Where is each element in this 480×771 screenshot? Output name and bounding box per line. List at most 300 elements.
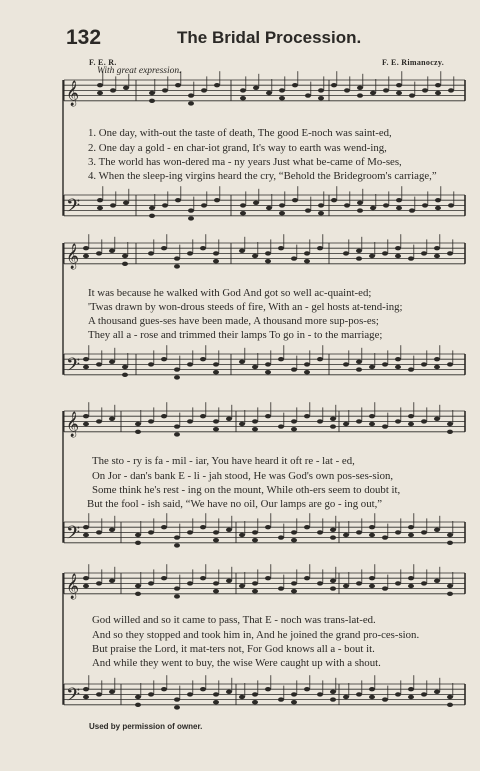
note-head (96, 581, 102, 585)
note-head (252, 589, 258, 593)
note-head (200, 357, 206, 361)
note-head (343, 584, 349, 588)
note-head (278, 424, 284, 428)
note-head (330, 535, 336, 539)
page-number: 132 (66, 26, 102, 49)
note-head (97, 83, 103, 87)
note-head (252, 427, 258, 431)
note-head (123, 201, 129, 205)
note-head (265, 362, 271, 366)
note-head (252, 365, 258, 369)
note-head (305, 208, 311, 212)
note-head (174, 535, 180, 539)
note-head (343, 695, 349, 699)
note-head (331, 83, 337, 87)
note-head (265, 370, 271, 374)
note-head (408, 584, 414, 588)
note-head (304, 362, 310, 366)
note-head (123, 86, 129, 90)
note-head (278, 246, 284, 250)
note-head (252, 530, 258, 534)
note-head (421, 692, 427, 696)
note-head (122, 262, 128, 266)
note-head (435, 198, 441, 202)
note-head (317, 530, 323, 534)
note-head (396, 198, 402, 202)
note-head (83, 422, 89, 426)
note-head (343, 362, 349, 366)
note-head (395, 365, 401, 369)
note-head (83, 576, 89, 580)
note-head (122, 254, 128, 258)
note-head (187, 581, 193, 585)
note-head (83, 254, 89, 258)
note-head (161, 576, 167, 580)
note-head (369, 414, 375, 418)
note-head (304, 576, 310, 580)
lyric-line: And so they stopped and took him in, And he joined the grand pro-ces-sion. (92, 629, 420, 641)
lyricist-credit: F. E. R. (89, 58, 117, 67)
note-head (317, 581, 323, 585)
treble-clef-icon: 𝄞 (66, 243, 80, 269)
note-head (239, 695, 245, 699)
note-head (226, 528, 232, 532)
note-head (434, 690, 440, 694)
note-head (188, 208, 194, 212)
note-head (240, 88, 246, 92)
lyric-line: 'Twas drawn by won-drous steeds of fire, With an - gel hosts at-tend-ing; (88, 301, 403, 313)
note-head (369, 584, 375, 588)
note-head (317, 246, 323, 250)
lyric-line: 2. One day a gold - en char-iot grand, It's way to earth was wend-ing, (88, 142, 387, 154)
lyric-line: 3. The world has won-dered ma - ny years Just what be-came of Mo-ses, (88, 156, 402, 168)
note-head (213, 589, 219, 593)
note-head (292, 198, 298, 202)
note-head (240, 96, 246, 100)
note-head (109, 528, 115, 532)
lyric-line: A thousand gues-ses have been made, A thousand more sup-pos-es; (88, 315, 379, 327)
note-head (434, 579, 440, 583)
note-head (279, 88, 285, 92)
note-head (396, 83, 402, 87)
note-head (213, 427, 219, 431)
note-head (408, 533, 414, 537)
note-head (252, 581, 258, 585)
note-head (96, 692, 102, 696)
note-head (330, 528, 336, 532)
note-head (318, 203, 324, 207)
note-head (97, 206, 103, 210)
note-head (291, 256, 297, 260)
note-head (109, 579, 115, 583)
note-head (369, 254, 375, 258)
note-head (395, 692, 401, 696)
note-head (213, 538, 219, 542)
note-head (214, 198, 220, 202)
note-head (357, 201, 363, 205)
note-head (435, 206, 441, 210)
note-head (304, 414, 310, 418)
note-head (447, 584, 453, 588)
note-head (304, 687, 310, 691)
note-head (317, 419, 323, 423)
hymn-title: The Bridal Procession. (177, 28, 362, 47)
note-head (279, 96, 285, 100)
note-head (356, 530, 362, 534)
note-head (291, 581, 297, 585)
note-head (187, 692, 193, 696)
note-head (135, 541, 141, 545)
note-head (266, 206, 272, 210)
note-head (395, 357, 401, 361)
note-head (175, 83, 181, 87)
note-head (83, 246, 89, 250)
note-head (161, 525, 167, 529)
note-head (148, 251, 154, 255)
note-head (382, 586, 388, 590)
note-head (344, 88, 350, 92)
note-head (382, 251, 388, 255)
note-head (96, 362, 102, 366)
note-head (174, 367, 180, 371)
note-head (382, 362, 388, 366)
note-head (343, 251, 349, 255)
lyric-line: Some think he's rest - ing on the mount, While oth-ers seem to doubt it, (92, 484, 401, 496)
note-head (357, 86, 363, 90)
note-head (83, 687, 89, 691)
note-head (174, 586, 180, 590)
note-head (200, 576, 206, 580)
note-head (318, 96, 324, 100)
note-head (265, 251, 271, 255)
note-head (213, 362, 219, 366)
note-head (317, 357, 323, 361)
note-head (434, 528, 440, 532)
note-head (253, 86, 259, 90)
note-head (83, 525, 89, 529)
permission-note: Used by permission of owner. (89, 722, 203, 731)
treble-clef-icon: 𝄞 (66, 573, 80, 599)
note-head (356, 360, 362, 364)
note-head (356, 419, 362, 423)
note-head (396, 206, 402, 210)
note-head (83, 533, 89, 537)
note-head (97, 91, 103, 95)
note-head (278, 535, 284, 539)
note-head (252, 419, 258, 423)
note-head (421, 530, 427, 534)
expression-marking: With great expression. (97, 66, 182, 76)
note-head (279, 203, 285, 207)
note-head (109, 249, 115, 253)
lyric-line: And while they went to buy, the wise Were caught up with a shout. (92, 657, 381, 669)
note-head (278, 357, 284, 361)
note-head (369, 533, 375, 537)
lyric-line: The sto - ry is fa - mil - iar, You have heard it oft re - lat - ed, (92, 455, 355, 467)
note-head (434, 365, 440, 369)
note-head (370, 206, 376, 210)
note-head (83, 365, 89, 369)
note-head (135, 430, 141, 434)
note-head (174, 375, 180, 379)
note-head (304, 370, 310, 374)
note-head (291, 589, 297, 593)
note-head (448, 88, 454, 92)
note-head (409, 208, 415, 212)
note-head (447, 251, 453, 255)
note-head (135, 584, 141, 588)
bass-clef-icon: 𝄢 (66, 684, 81, 710)
note-head (383, 88, 389, 92)
note-head (434, 246, 440, 250)
lyric-line: But the fool - ish said, “We have no oil, Our lamps are go - ing out,” (87, 498, 383, 510)
note-head (291, 692, 297, 696)
note-head (161, 246, 167, 250)
note-head (149, 99, 155, 103)
note-head (174, 697, 180, 701)
note-head (148, 530, 154, 534)
note-head (408, 576, 414, 580)
note-head (200, 414, 206, 418)
note-head (395, 419, 401, 423)
note-head (213, 259, 219, 263)
note-head (421, 362, 427, 366)
note-head (447, 592, 453, 596)
lyric-line: But praise the Lord, it mat-ters not, For God knows all a - bout it. (92, 643, 375, 655)
note-head (278, 697, 284, 701)
note-head (318, 88, 324, 92)
note-head (422, 203, 428, 207)
note-head (148, 692, 154, 696)
note-head (291, 538, 297, 542)
note-head (148, 362, 154, 366)
note-head (382, 424, 388, 428)
note-head (200, 525, 206, 529)
note-head (213, 370, 219, 374)
note-head (265, 259, 271, 263)
note-head (266, 91, 272, 95)
note-head (213, 700, 219, 704)
note-head (369, 687, 375, 691)
note-head (175, 198, 181, 202)
note-head (291, 700, 297, 704)
note-head (447, 541, 453, 545)
note-head (382, 697, 388, 701)
note-head (434, 417, 440, 421)
note-head (200, 687, 206, 691)
note-head (421, 419, 427, 423)
note-head (96, 530, 102, 534)
note-head (278, 586, 284, 590)
note-head (110, 88, 116, 92)
note-head (213, 419, 219, 423)
note-head (304, 525, 310, 529)
note-head (344, 203, 350, 207)
note-head (187, 251, 193, 255)
note-head (174, 432, 180, 436)
note-head (252, 538, 258, 542)
note-head (421, 581, 427, 585)
note-head (356, 249, 362, 253)
note-head (213, 530, 219, 534)
note-head (382, 535, 388, 539)
note-head (239, 584, 245, 588)
note-head (395, 254, 401, 258)
note-head (408, 367, 414, 371)
note-head (408, 687, 414, 691)
note-head (330, 579, 336, 583)
note-head (357, 208, 363, 212)
bass-clef-icon: 𝄢 (66, 522, 81, 548)
lyric-line: 1. One day, with-out the taste of death, The good E-noch was saint-ed, (88, 127, 392, 139)
note-head (291, 367, 297, 371)
lyric-line: God willed and so it came to pass, That E - noch was trans-lat-ed. (92, 614, 376, 626)
note-head (174, 705, 180, 709)
composer-credit: F. E. Rimanoczy. (382, 58, 445, 67)
note-head (343, 422, 349, 426)
note-head (265, 687, 271, 691)
note-head (188, 93, 194, 97)
note-head (161, 357, 167, 361)
note-head (369, 695, 375, 699)
note-head (226, 417, 232, 421)
note-head (291, 419, 297, 423)
note-head (447, 695, 453, 699)
bass-clef-icon: 𝄢 (66, 354, 81, 380)
note-head (252, 700, 258, 704)
note-head (83, 695, 89, 699)
note-head (240, 203, 246, 207)
note-head (174, 424, 180, 428)
note-head (317, 692, 323, 696)
note-head (253, 201, 259, 205)
note-head (187, 530, 193, 534)
note-head (149, 206, 155, 210)
note-head (330, 697, 336, 701)
note-head (421, 251, 427, 255)
bass-clef-icon: 𝄢 (66, 195, 81, 221)
note-head (331, 198, 337, 202)
note-head (369, 365, 375, 369)
note-head (304, 251, 310, 255)
note-head (83, 357, 89, 361)
note-head (369, 576, 375, 580)
note-head (96, 419, 102, 423)
note-head (174, 594, 180, 598)
note-head (110, 203, 116, 207)
lyric-line: They all a - rose and trimmed their lamps To go in - to the marriage; (88, 329, 383, 341)
note-head (148, 581, 154, 585)
note-head (291, 530, 297, 534)
note-head (188, 101, 194, 105)
note-head (252, 692, 258, 696)
note-head (395, 581, 401, 585)
note-head (200, 246, 206, 250)
note-head (447, 362, 453, 366)
note-head (109, 690, 115, 694)
note-head (239, 249, 245, 253)
note-head (187, 362, 193, 366)
note-head (409, 93, 415, 97)
note-head (97, 198, 103, 202)
note-head (343, 533, 349, 537)
note-head (226, 690, 232, 694)
note-head (201, 88, 207, 92)
note-head (369, 525, 375, 529)
note-head (330, 690, 336, 694)
note-head (396, 91, 402, 95)
note-head (265, 414, 271, 418)
note-head (383, 203, 389, 207)
note-head (213, 581, 219, 585)
note-head (435, 83, 441, 87)
note-head (447, 430, 453, 434)
lyric-line: On Jor - dan's bank E - li - jah stood, He was God's own pos-ses-sion, (92, 470, 394, 482)
note-head (447, 703, 453, 707)
note-head (109, 360, 115, 364)
treble-clef-icon: 𝄞 (66, 411, 80, 437)
note-head (149, 91, 155, 95)
note-head (214, 83, 220, 87)
note-head (356, 581, 362, 585)
note-head (447, 533, 453, 537)
note-head (305, 93, 311, 97)
note-head (408, 414, 414, 418)
note-head (122, 365, 128, 369)
note-head (434, 254, 440, 258)
note-head (408, 422, 414, 426)
treble-clef-icon: 𝄞 (66, 80, 80, 106)
note-head (135, 592, 141, 596)
note-head (174, 264, 180, 268)
note-head (291, 427, 297, 431)
note-head (109, 417, 115, 421)
note-head (162, 88, 168, 92)
note-head (239, 360, 245, 364)
note-head (226, 579, 232, 583)
note-head (213, 251, 219, 255)
note-head (408, 525, 414, 529)
note-head (162, 203, 168, 207)
note-head (201, 203, 207, 207)
lyric-line: It was because he walked with God And got so well ac-quaint-ed; (88, 287, 372, 299)
note-head (408, 256, 414, 260)
note-head (265, 576, 271, 580)
note-head (395, 530, 401, 534)
note-head (149, 214, 155, 218)
note-head (330, 586, 336, 590)
note-head (135, 695, 141, 699)
note-head (265, 525, 271, 529)
note-head (330, 417, 336, 421)
note-head (213, 692, 219, 696)
note-head (148, 419, 154, 423)
note-head (318, 211, 324, 215)
note-head (239, 533, 245, 537)
note-head (96, 251, 102, 255)
note-head (161, 687, 167, 691)
note-head (330, 424, 336, 428)
note-head (357, 93, 363, 97)
note-head (356, 256, 362, 260)
note-head (304, 259, 310, 263)
note-head (174, 256, 180, 260)
note-head (448, 203, 454, 207)
note-head (422, 88, 428, 92)
lyric-line: 4. When the sleep-ing virgins heard the cry, “Behold the Bridegroom's carriage,” (88, 170, 437, 182)
note-head (408, 695, 414, 699)
note-head (135, 703, 141, 707)
